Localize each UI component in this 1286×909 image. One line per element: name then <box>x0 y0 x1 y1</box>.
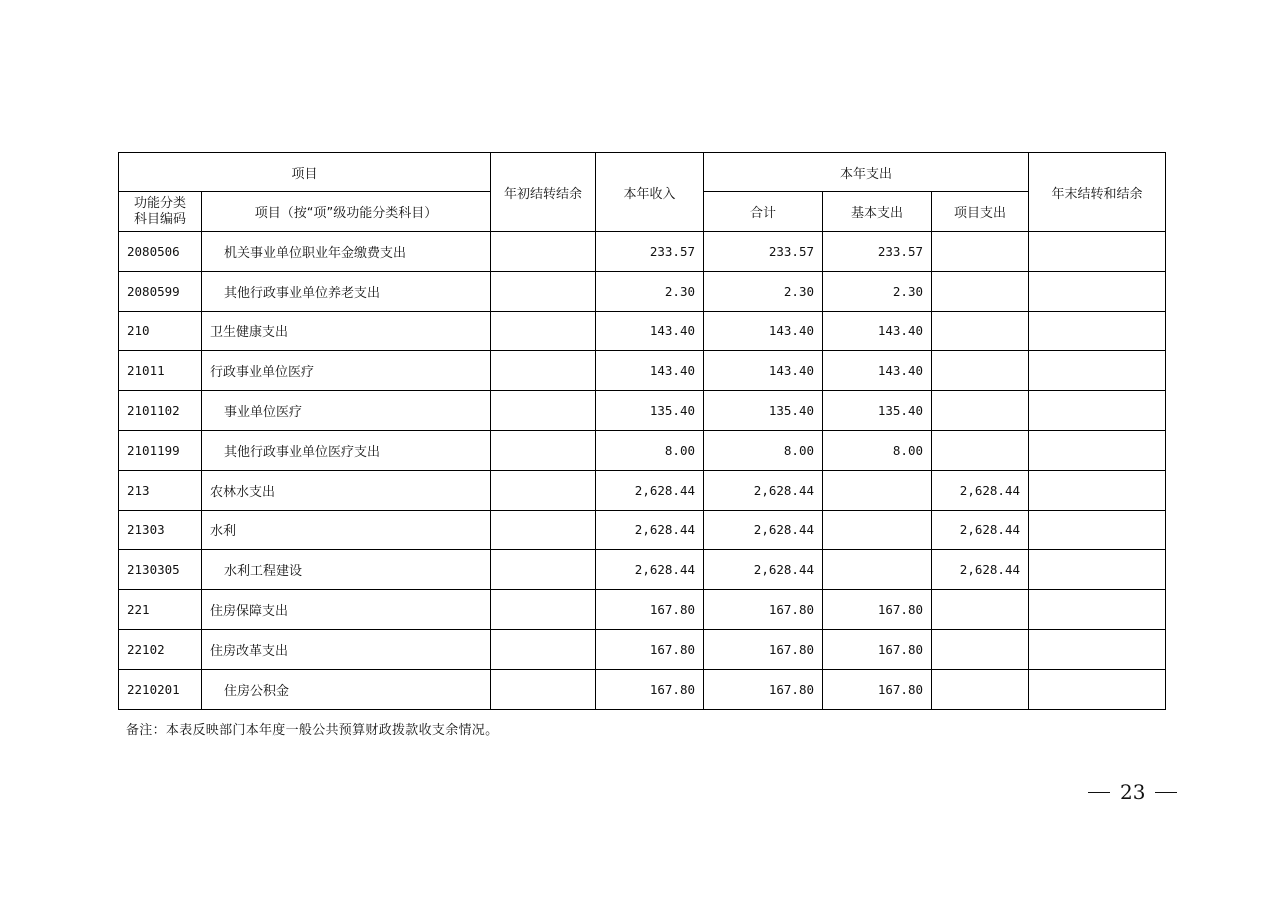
header-code: 功能分类 科目编码 <box>119 192 202 232</box>
cell-name: 其他行政事业单位养老支出 <box>202 271 491 311</box>
cell-project-expense <box>932 311 1029 351</box>
cell-project-expense: 2,628.44 <box>932 550 1029 590</box>
table-note: 备注：本表反映部门本年度一般公共预算财政拨款收支余情况。 <box>126 723 499 738</box>
cell-basic: 8.00 <box>823 430 932 470</box>
table-row <box>119 232 1166 272</box>
cell-project-expense <box>932 271 1029 311</box>
cell-basic: 167.80 <box>823 629 932 669</box>
cell-total: 2.30 <box>704 271 823 311</box>
cell-name: 住房公积金 <box>202 669 491 709</box>
page-number <box>1088 780 1177 804</box>
cell-project-expense <box>932 351 1029 391</box>
cell-code: 22102 <box>119 629 202 669</box>
table-row <box>119 590 1166 630</box>
cell-income: 167.80 <box>596 629 704 669</box>
cell-begin-balance <box>491 351 596 391</box>
cell-basic: 167.80 <box>823 669 932 709</box>
cell-total: 2,628.44 <box>704 470 823 510</box>
header-end-balance: 年末结转和结余 <box>1029 153 1166 232</box>
header-name: 项目（按“项”级功能分类科目） <box>202 192 491 232</box>
cell-total: 8.00 <box>704 430 823 470</box>
cell-code: 2210201 <box>119 669 202 709</box>
cell-income: 2,628.44 <box>596 510 704 550</box>
cell-basic: 143.40 <box>823 351 932 391</box>
cell-end-balance <box>1029 590 1166 630</box>
dash-left <box>1088 792 1110 793</box>
cell-begin-balance <box>491 430 596 470</box>
cell-income: 2.30 <box>596 271 704 311</box>
cell-basic <box>823 510 932 550</box>
cell-begin-balance <box>491 391 596 431</box>
cell-income: 143.40 <box>596 311 704 351</box>
cell-end-balance <box>1029 669 1166 709</box>
cell-project-expense: 2,628.44 <box>932 470 1029 510</box>
cell-name: 卫生健康支出 <box>202 311 491 351</box>
cell-total: 167.80 <box>704 590 823 630</box>
table-header-row-1 <box>119 153 1166 192</box>
cell-begin-balance <box>491 311 596 351</box>
budget-table <box>118 152 1166 710</box>
cell-total: 2,628.44 <box>704 550 823 590</box>
header-total: 合计 <box>704 192 823 232</box>
cell-name: 水利工程建设 <box>202 550 491 590</box>
table-row <box>119 430 1166 470</box>
cell-end-balance <box>1029 391 1166 431</box>
cell-project-expense <box>932 430 1029 470</box>
cell-code: 210 <box>119 311 202 351</box>
cell-income: 143.40 <box>596 351 704 391</box>
cell-name: 行政事业单位医疗 <box>202 351 491 391</box>
header-expense: 本年支出 <box>704 153 1029 192</box>
table-row <box>119 311 1166 351</box>
cell-income: 167.80 <box>596 669 704 709</box>
table-row <box>119 669 1166 709</box>
cell-end-balance <box>1029 629 1166 669</box>
cell-end-balance <box>1029 271 1166 311</box>
cell-end-balance <box>1029 430 1166 470</box>
cell-basic <box>823 550 932 590</box>
cell-income: 167.80 <box>596 590 704 630</box>
table-row <box>119 391 1166 431</box>
cell-basic <box>823 470 932 510</box>
cell-income: 233.57 <box>596 232 704 272</box>
page-number-text: 23 <box>1120 780 1146 804</box>
cell-project-expense: 2,628.44 <box>932 510 1029 550</box>
dash-right <box>1155 792 1177 793</box>
cell-end-balance <box>1029 351 1166 391</box>
cell-project-expense <box>932 590 1029 630</box>
table-row <box>119 510 1166 550</box>
cell-name: 住房保障支出 <box>202 590 491 630</box>
header-income: 本年收入 <box>596 153 704 232</box>
cell-basic: 135.40 <box>823 391 932 431</box>
cell-begin-balance <box>491 669 596 709</box>
header-begin-balance: 年初结转结余 <box>491 153 596 232</box>
cell-total: 143.40 <box>704 311 823 351</box>
header-project-expense: 项目支出 <box>932 192 1029 232</box>
cell-income: 2,628.44 <box>596 470 704 510</box>
cell-code: 221 <box>119 590 202 630</box>
cell-project-expense <box>932 232 1029 272</box>
cell-name: 住房改革支出 <box>202 629 491 669</box>
cell-project-expense <box>932 391 1029 431</box>
cell-project-expense <box>932 669 1029 709</box>
cell-name: 农林水支出 <box>202 470 491 510</box>
cell-end-balance <box>1029 311 1166 351</box>
cell-end-balance <box>1029 232 1166 272</box>
cell-name: 其他行政事业单位医疗支出 <box>202 430 491 470</box>
cell-name: 事业单位医疗 <box>202 391 491 431</box>
cell-total: 2,628.44 <box>704 510 823 550</box>
cell-total: 167.80 <box>704 629 823 669</box>
cell-name: 水利 <box>202 510 491 550</box>
cell-code: 2130305 <box>119 550 202 590</box>
cell-begin-balance <box>491 590 596 630</box>
header-basic: 基本支出 <box>823 192 932 232</box>
cell-basic: 143.40 <box>823 311 932 351</box>
cell-income: 8.00 <box>596 430 704 470</box>
cell-begin-balance <box>491 470 596 510</box>
header-project: 项目 <box>119 153 491 192</box>
cell-total: 135.40 <box>704 391 823 431</box>
cell-begin-balance <box>491 629 596 669</box>
cell-basic: 2.30 <box>823 271 932 311</box>
table-row <box>119 351 1166 391</box>
cell-end-balance <box>1029 470 1166 510</box>
table-row <box>119 271 1166 311</box>
table-row <box>119 550 1166 590</box>
table-row <box>119 629 1166 669</box>
cell-total: 143.40 <box>704 351 823 391</box>
cell-total: 233.57 <box>704 232 823 272</box>
cell-income: 2,628.44 <box>596 550 704 590</box>
cell-begin-balance <box>491 271 596 311</box>
cell-income: 135.40 <box>596 391 704 431</box>
cell-code: 2101199 <box>119 430 202 470</box>
cell-begin-balance <box>491 550 596 590</box>
cell-code: 213 <box>119 470 202 510</box>
cell-basic: 233.57 <box>823 232 932 272</box>
cell-code: 2080599 <box>119 271 202 311</box>
cell-basic: 167.80 <box>823 590 932 630</box>
cell-code: 2101102 <box>119 391 202 431</box>
cell-total: 167.80 <box>704 669 823 709</box>
cell-end-balance <box>1029 550 1166 590</box>
table-row <box>119 470 1166 510</box>
cell-code: 21011 <box>119 351 202 391</box>
cell-project-expense <box>932 629 1029 669</box>
cell-begin-balance <box>491 232 596 272</box>
cell-begin-balance <box>491 510 596 550</box>
cell-code: 2080506 <box>119 232 202 272</box>
cell-end-balance <box>1029 510 1166 550</box>
cell-code: 21303 <box>119 510 202 550</box>
cell-name: 机关事业单位职业年金缴费支出 <box>202 232 491 272</box>
